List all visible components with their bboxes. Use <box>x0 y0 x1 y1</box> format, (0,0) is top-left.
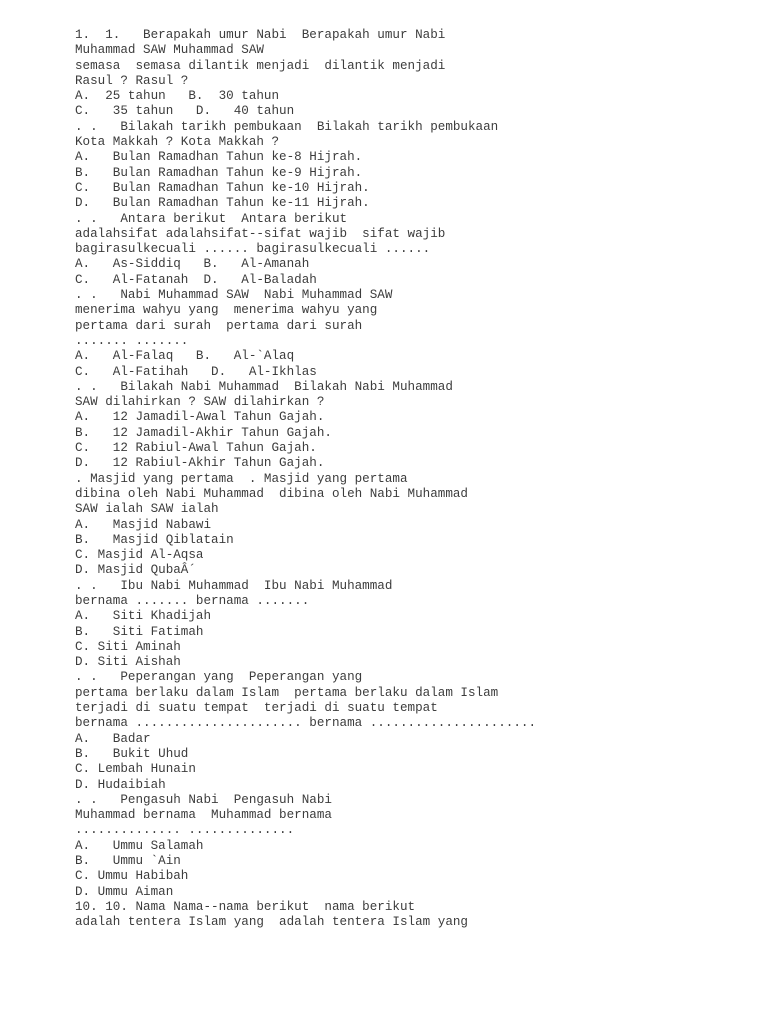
question-line: 10. 10. Nama Nama--nama berikut nama berikut <box>75 899 416 914</box>
question-line: ....... ....... <box>75 333 189 348</box>
question-line: . . Bilakah tarikh pembukaan Bilakah tarikh pembukaan <box>75 119 499 134</box>
question-line: adalahsifat adalahsifat--sifat wajib sifat wajib <box>75 226 446 241</box>
answer-options-line: C. 35 tahun D. 40 tahun <box>75 104 295 119</box>
answer-option-line: A. Bulan Ramadhan Tahun ke-8 Hijrah. <box>75 150 363 165</box>
question-line: bernama ...................... bernama ...................... <box>75 716 537 731</box>
question-line: SAW ialah SAW ialah <box>75 502 219 517</box>
question-line: pertama berlaku dalam Islam pertama berlaku dalam Islam <box>75 685 499 700</box>
answer-option-line: D. Ummu Aiman <box>75 884 174 899</box>
answer-option-line: A. Siti Khadijah <box>75 609 212 624</box>
answer-option-line: D. Bulan Ramadhan Tahun ke-11 Hijrah. <box>75 196 370 211</box>
question-line: menerima wahyu yang menerima wahyu yang <box>75 303 378 318</box>
answer-option-line: D. Hudaibiah <box>75 777 166 792</box>
answer-option-line: B. Siti Fatimah <box>75 624 204 639</box>
question-line: terjadi di suatu tempat terjadi di suatu tempat <box>75 701 438 716</box>
question-line: . . Pengasuh Nabi Pengasuh Nabi <box>75 792 332 807</box>
document-page <box>75 28 755 931</box>
answer-option-line: B. 12 Jamadil-Akhir Tahun Gajah. <box>75 425 332 440</box>
question-line: . . Peperangan yang Peperangan yang <box>75 670 363 685</box>
answer-option-line: A. Badar <box>75 731 151 746</box>
answer-option-line: D. Siti Aishah <box>75 655 181 670</box>
question-line: .............. .............. <box>75 823 295 838</box>
question-line: SAW dilahirkan ? SAW dilahirkan ? <box>75 395 325 410</box>
question-line: . . Ibu Nabi Muhammad Ibu Nabi Muhammad <box>75 578 393 593</box>
question-line: . . Antara berikut Antara berikut <box>75 211 348 226</box>
answer-option-line: C. Lembah Hunain <box>75 762 196 777</box>
answer-option-line: D. Masjid QubaÂ´ <box>75 563 196 578</box>
question-line: Kota Makkah ? Kota Makkah ? <box>75 135 280 150</box>
answer-options-line: A. 25 tahun B. 30 tahun <box>75 89 280 104</box>
answer-option-line: D. 12 Rabiul-Akhir Tahun Gajah. <box>75 456 325 471</box>
answer-option-line: B. Ummu `Ain <box>75 854 181 869</box>
answer-options-line: A. Al-Falaq B. Al-`Alaq <box>75 349 295 364</box>
answer-option-line: B. Bulan Ramadhan Tahun ke-9 Hijrah. <box>75 165 363 180</box>
question-line: . . Nabi Muhammad SAW Nabi Muhammad SAW <box>75 288 393 303</box>
question-line: . Masjid yang pertama . Masjid yang pertama <box>75 471 408 486</box>
question-line: 1. 1. Berapakah umur Nabi Berapakah umur Nabi <box>75 28 446 42</box>
answer-option-line: C. Masjid Al-Aqsa <box>75 548 204 563</box>
question-line: dibina oleh Nabi Muhammad dibina oleh Nabi Muhammad <box>75 486 468 501</box>
answer-options-line: A. As-Siddiq B. Al-Amanah <box>75 257 310 272</box>
answer-option-line: C. Bulan Ramadhan Tahun ke-10 Hijrah. <box>75 180 370 195</box>
answer-option-line: A. Masjid Nabawi <box>75 517 212 532</box>
answer-option-line: A. Ummu Salamah <box>75 838 204 853</box>
answer-option-line: A. 12 Jamadil-Awal Tahun Gajah. <box>75 410 325 425</box>
question-line: semasa semasa dilantik menjadi dilantik menjadi <box>75 58 446 73</box>
question-line: Muhammad SAW Muhammad SAW <box>75 43 264 58</box>
question-line: . . Bilakah Nabi Muhammad Bilakah Nabi Muhammad <box>75 379 453 394</box>
answer-option-line: C. Siti Aminah <box>75 639 181 654</box>
question-line: bernama ....... bernama ....... <box>75 593 310 608</box>
answer-option-line: C. 12 Rabiul-Awal Tahun Gajah. <box>75 441 317 456</box>
answer-option-line: C. Ummu Habibah <box>75 869 189 884</box>
answer-option-line: B. Masjid Qiblatain <box>75 532 234 547</box>
answer-options-line: C. Al-Fatanah D. Al-Baladah <box>75 272 317 287</box>
question-line: pertama dari surah pertama dari surah <box>75 318 363 333</box>
question-line: Rasul ? Rasul ? <box>75 73 189 88</box>
question-line: adalah tentera Islam yang adalah tentera Islam yang <box>75 915 468 930</box>
answer-options-line: C. Al-Fatihah D. Al-Ikhlas <box>75 364 317 379</box>
question-line: bagirasulkecuali ...... bagirasulkecuali ...... <box>75 242 431 257</box>
question-line: Muhammad bernama Muhammad bernama <box>75 808 332 823</box>
answer-option-line: B. Bukit Uhud <box>75 746 189 761</box>
